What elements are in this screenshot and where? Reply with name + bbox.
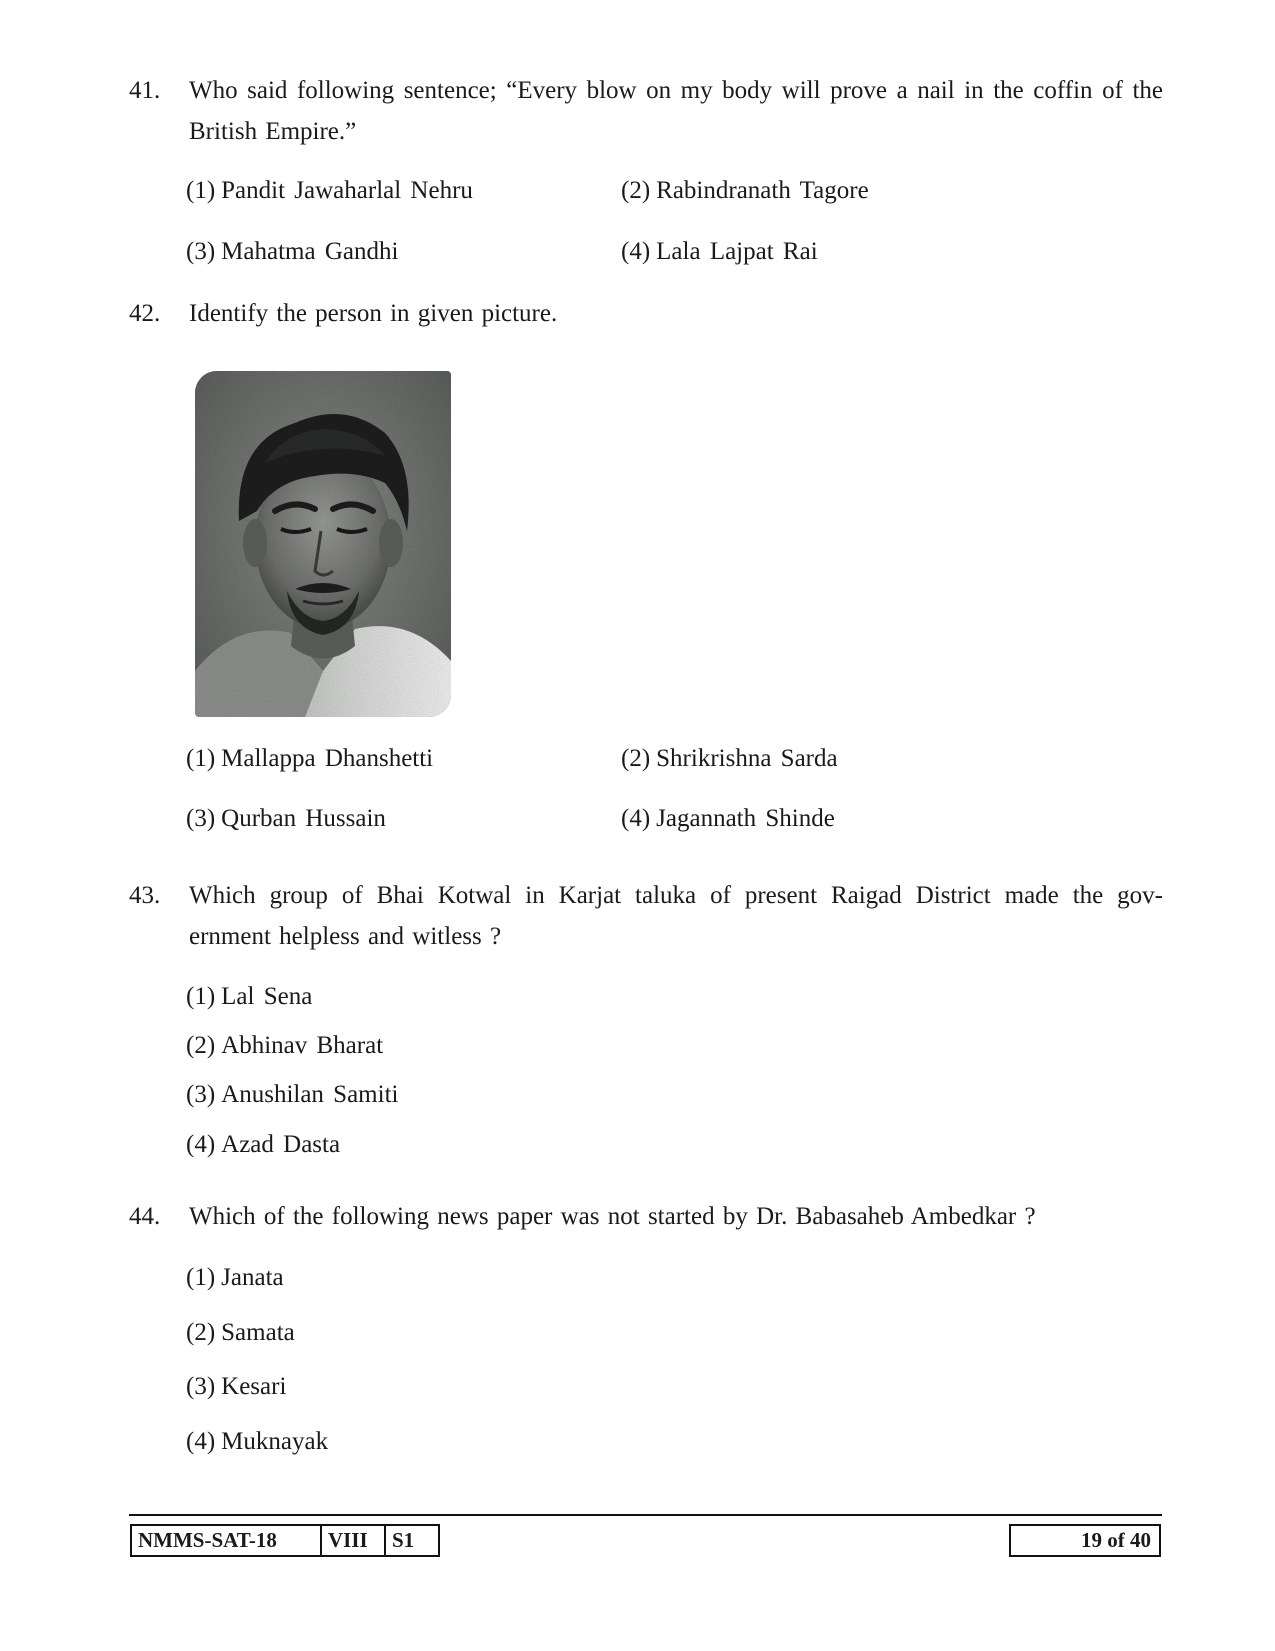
option-label: Qurban Hussain [221,805,386,832]
option-label: Abhinav Bharat [221,1032,384,1059]
footer-divider [129,1514,1162,1516]
option-number: (4) [186,1428,216,1455]
option-label: Anushilan Samiti [221,1081,399,1108]
option-number: (3) [186,1081,216,1108]
question-42-option-3 [186,803,386,835]
option-label: Samata [221,1319,295,1346]
option-label: Mallappa Dhanshetti [221,745,434,772]
question-44-option-4 [186,1426,328,1458]
option-label: Pandit Jawaharlal Nehru [221,177,473,204]
question-42-number: 42. [129,300,161,327]
footer-exam-code [130,1524,440,1557]
option-label: Jagannath Shinde [656,805,835,832]
question-41-option-4 [621,236,818,268]
question-41-option-3 [186,236,398,268]
footer-exam-name: NMMS-SAT-18 [132,1526,322,1555]
question-44-text: Which of the following news paper was not started by Dr. Babasaheb Ambedkar ? [189,1203,1036,1230]
portrait-sketch-icon [195,371,451,717]
option-number: (2) [621,177,651,204]
question-42-option-2 [621,743,838,775]
question-43-option-4 [186,1129,340,1161]
question-43-option-1 [186,981,312,1013]
question-43-option-3 [186,1079,398,1111]
question-44-option-1 [186,1262,284,1294]
option-number: (3) [186,1373,216,1400]
option-number: (4) [621,238,651,265]
option-number: (2) [186,1032,216,1059]
question-43-number: 43. [129,882,161,909]
question-42-text: Identify the person in given picture. [189,300,558,327]
question-41-text: Who said following sentence; “Every blow on my body will prove a nail in the coffin of the British Empire.” [189,77,1163,145]
option-number: (1) [186,177,216,204]
footer-set: S1 [392,1528,415,1552]
option-number: (1) [186,745,216,772]
question-41-number: 41. [129,77,161,104]
footer-class: VIII [322,1526,386,1555]
question-44-number: 44. [129,1203,161,1230]
option-number: (3) [186,805,216,832]
option-label: Janata [221,1264,284,1291]
question-44-option-3 [186,1371,286,1403]
option-number: (1) [186,983,216,1010]
option-label: Rabindranath Tagore [656,177,869,204]
option-number: (2) [186,1319,216,1346]
option-label: Lal Sena [221,983,313,1010]
portrait-image [195,371,451,717]
option-number: (1) [186,1264,216,1291]
footer-page-number: 19 of 40 [1009,1524,1161,1557]
option-number: (2) [621,745,651,772]
option-number: (4) [186,1131,216,1158]
question-43-option-2 [186,1030,383,1062]
option-label: Kesari [221,1373,287,1400]
question-42-option-4 [621,803,835,835]
option-label: Lala Lajpat Rai [656,238,818,265]
option-number: (4) [621,805,651,832]
question-41-option-1 [186,175,473,207]
option-number: (3) [186,238,216,265]
option-label: Shrikrishna Sarda [656,745,838,772]
option-label: Muknayak [221,1428,329,1455]
option-label: Azad Dasta [221,1131,341,1158]
question-41-option-2 [621,175,869,207]
question-43-text: Which group of Bhai Kotwal in Karjat taluka of present Raigad District made the gov-ernment helpless and witless ? [189,882,1163,950]
option-label: Mahatma Gandhi [221,238,399,265]
question-42-option-1 [186,743,433,775]
question-44-option-2 [186,1317,295,1349]
